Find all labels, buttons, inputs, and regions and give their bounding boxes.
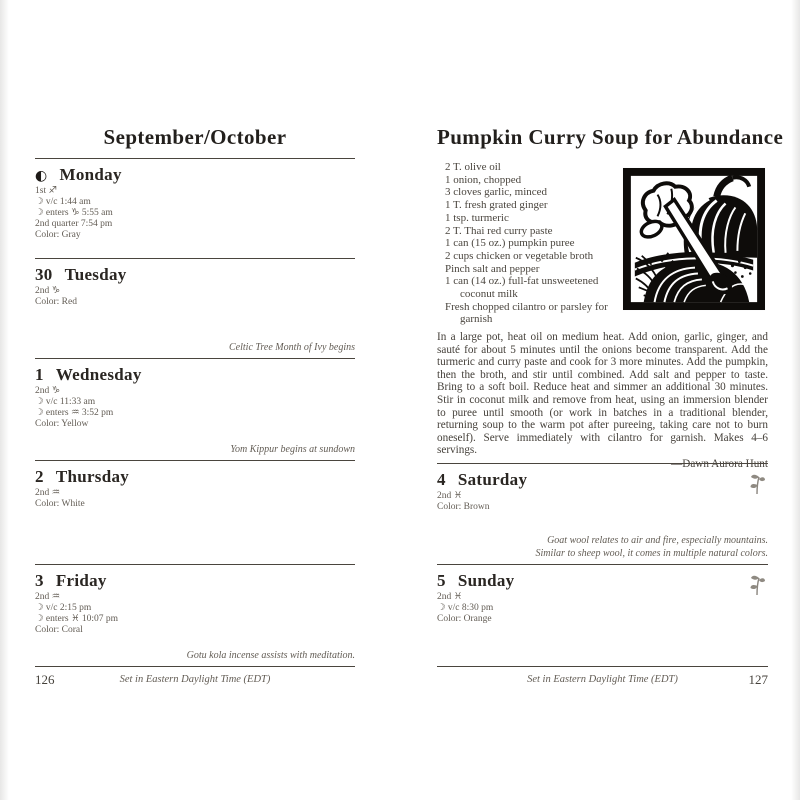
day-name: Friday — [55, 571, 107, 590]
day-heading — [35, 461, 355, 487]
instructions-paragraph: In a large pot, heat oil on medium heat. Add onion, garlic, ginger, and sauté for about 5 minutes until the onions become transparent. Add the turmeric and curry paste and cook for 3 more minutes. Add the pumpkin, then the broth, and stir until combined. Add salt and pepper to taste. Bring to a soft boil. Reduce heat and simmer an additional 30 minutes. Stir in coconut milk and remove from heat, using an immersion blender to puree until smooth (or work in batches in a traditional blender, returning soup to the warm pot after pureeing, taking care not to burn oneself). Serve immediately with cilantro for garnish. Makes 4–6 servings. — [437, 331, 768, 457]
day-name: Tuesday — [64, 265, 127, 284]
right-page-footer — [437, 666, 768, 691]
day-note: Gotu kola incense assists with meditation. — [186, 649, 355, 661]
day-entry-saturday — [437, 463, 768, 565]
detail-line: Color: Red — [35, 297, 77, 307]
detail-line: ☽ v/c 8:30 pm — [437, 603, 494, 613]
timezone-note: Set in Eastern Daylight Time (EDT) — [527, 674, 678, 685]
day-name: Monday — [59, 165, 122, 184]
day-entry-sunday — [437, 564, 768, 667]
page-number: 126 — [35, 672, 55, 687]
recipe-instructions — [437, 331, 768, 471]
day-name: Wednesday — [55, 365, 142, 384]
day-name: Saturday — [457, 470, 528, 489]
detail-line: Color: Brown — [437, 502, 490, 512]
day-number: 30 — [35, 265, 53, 284]
day-details — [35, 592, 355, 636]
day-number: 3 — [35, 571, 44, 590]
day-name: Sunday — [457, 571, 515, 590]
moon-phase-icon: ◐ — [35, 168, 48, 184]
ingredient-line: coconut milk — [460, 288, 518, 301]
sprig-icon — [748, 574, 766, 596]
day-details — [35, 186, 355, 241]
detail-line: ☽ v/c 2:15 pm — [35, 603, 92, 613]
detail-line: Color: Orange — [437, 614, 492, 624]
detail-line: 2nd ♒ — [35, 592, 61, 602]
ingredient-line: Pinch salt and pepper — [445, 262, 540, 275]
detail-line: 2nd ♑ — [35, 286, 61, 296]
detail-line: Color: Coral — [35, 625, 83, 635]
timezone-note: Set in Eastern Daylight Time (EDT) — [119, 674, 271, 685]
day-note-line: Similar to sheep wool, it comes in multiple natural colors. — [535, 547, 768, 559]
day-entry-wednesday — [35, 358, 355, 461]
detail-line: 1st ♐ — [35, 186, 57, 196]
pumpkin-woodcut-illustration — [622, 167, 766, 311]
sprig-icon — [748, 473, 766, 495]
detail-line: ☽ v/c 11:33 am — [35, 397, 96, 407]
left-page-title: September/October — [103, 125, 287, 149]
day-heading — [437, 565, 768, 591]
day-details — [437, 491, 768, 513]
day-note-line: Goat wool relates to air and fire, especially mountains. — [547, 535, 768, 546]
day-details — [35, 488, 355, 510]
page-edge-right — [791, 0, 800, 800]
day-note: Celtic Tree Month of Ivy begins — [229, 341, 355, 353]
detail-line: 2nd ♒ — [35, 488, 61, 498]
ingredient-line: 1 onion, chopped — [445, 173, 522, 186]
ingredient-line: 2 T. Thai red curry paste — [445, 224, 553, 237]
day-entry-monday — [35, 158, 355, 259]
day-heading — [35, 159, 355, 185]
day-number: 5 — [437, 571, 446, 590]
day-entry-thursday — [35, 460, 355, 565]
day-entry-tuesday — [35, 258, 355, 359]
detail-line: 2nd ♑ — [35, 386, 61, 396]
recipe-attribution: —Dawn Aurora Hunt — [671, 457, 768, 470]
day-heading — [437, 464, 768, 490]
ingredient-line: 3 cloves garlic, minced — [445, 186, 548, 199]
ingredient-line: 1 can (15 oz.) pumpkin puree — [445, 237, 575, 250]
detail-line: ☽ v/c 1:44 am — [35, 197, 91, 207]
detail-line: 2nd quarter 7:54 pm — [35, 219, 113, 229]
detail-line: Color: White — [35, 499, 85, 509]
ingredient-line: garnish — [460, 313, 493, 326]
recipe-title: Pumpkin Curry Soup for Abundance — [437, 125, 784, 149]
detail-line: Color: Yellow — [35, 419, 89, 429]
day-heading — [35, 359, 355, 385]
day-number: 4 — [437, 470, 446, 489]
day-details — [437, 592, 768, 625]
detail-line: ☽ enters ♑ 5:55 am — [35, 208, 113, 218]
detail-line: 2nd ♓ — [437, 592, 463, 602]
day-heading — [35, 565, 355, 591]
day-details — [35, 286, 355, 308]
left-page — [35, 125, 355, 690]
day-note — [536, 535, 769, 560]
ingredient-line: 1 T. fresh grated ginger — [445, 199, 548, 212]
day-note: Yom Kippur begins at sundown — [230, 443, 355, 455]
ingredient-line: 2 cups chicken or vegetable broth — [445, 249, 594, 262]
detail-line: ☽ enters ♒ 3:52 pm — [35, 408, 114, 418]
day-number: 1 — [35, 365, 44, 384]
day-heading — [35, 259, 355, 285]
ingredients-list — [445, 161, 645, 326]
left-page-footer — [35, 666, 355, 691]
ingredient-line: 1 tsp. turmeric — [445, 211, 509, 224]
ingredient-line: 2 T. olive oil — [445, 161, 501, 173]
ingredient-line: 1 can (14 oz.) full-fat unsweetened — [445, 275, 599, 288]
page-number: 127 — [748, 672, 768, 687]
day-name: Thursday — [55, 467, 130, 486]
day-number: 2 — [35, 467, 44, 486]
page-edge-left — [0, 0, 9, 800]
detail-line: ☽ enters ♓ 10:07 pm — [35, 614, 118, 624]
day-entry-friday — [35, 564, 355, 667]
right-page — [437, 125, 784, 690]
day-details — [35, 386, 355, 430]
detail-line: Color: Gray — [35, 230, 81, 240]
ingredient-line: Fresh chopped cilantro or parsley for — [445, 300, 608, 313]
detail-line: 2nd ♓ — [437, 491, 463, 501]
